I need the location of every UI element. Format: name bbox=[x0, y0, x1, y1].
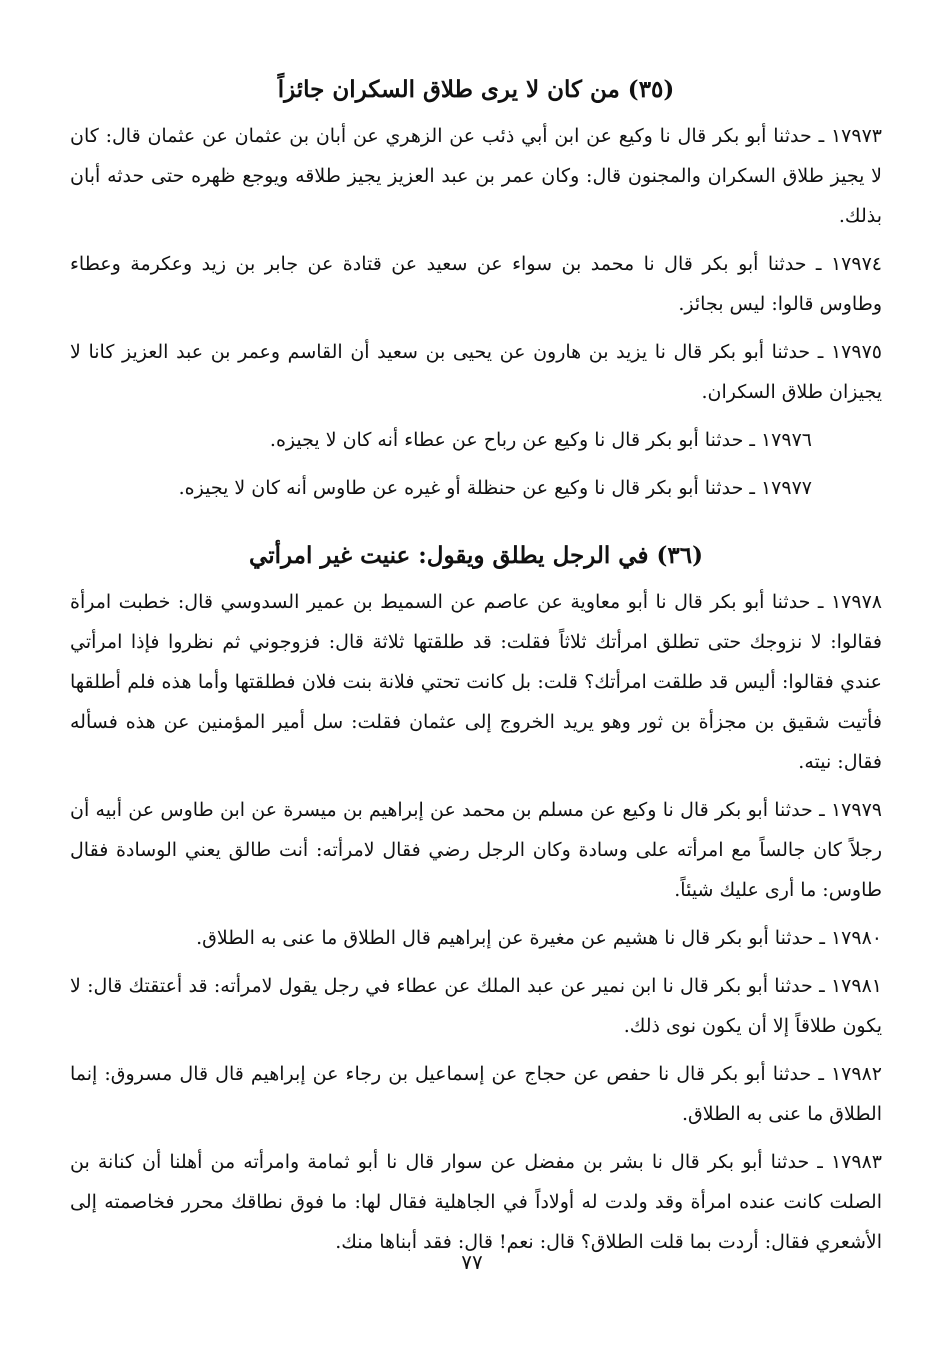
page-number: ٧٧ bbox=[461, 1250, 483, 1274]
hadith-17981: ١٧٩٨١ ـ حدثنا أبو بكر قال نا ابن نمير عن عبد الملك عن عطاء في رجل يقول لامرأته: قد أعتقتك قال: لا يكون طلاقاً إلا أن يكون نوى ذلك. bbox=[70, 975, 882, 1037]
page-content bbox=[70, 70, 882, 1270]
hadith-17980: ١٧٩٨٠ ـ حدثنا أبو بكر قال نا هشيم عن مغيرة عن إبراهيم قال الطلاق ما عنى به الطلاق. bbox=[196, 927, 882, 949]
hadith-17983: ١٧٩٨٣ ـ حدثنا أبو بكر قال نا بشر بن مفضل عن سوار قال نا أبو ثمامة وامرأته من أهلنا أن كنانة بن الصلت كانت عنده امرأة وقد ولدت له أولاداً في الجاهلية فقال لها: ما فوق نطاقك محرر فخاصمته إلى الأشعري فقال: أردت بما قلت الطلاق؟ قال: نعم! قال: فقد أبناها منك. bbox=[70, 1151, 882, 1253]
hadith-17976: ١٧٩٧٦ ـ حدثنا أبو بكر قال نا وكيع عن رباح عن عطاء أنه كان لا يجيزه. bbox=[269, 429, 812, 451]
section-heading-35: (٣٥) من كان لا يرى طلاق السكران جائزاً bbox=[277, 76, 675, 103]
section-heading-36: (٣٦) في الرجل يطلق ويقول: عنيت غير امرأتي bbox=[249, 542, 703, 569]
hadith-17979: ١٧٩٧٩ ـ حدثنا أبو بكر قال نا وكيع عن مسلم بن محمد عن إبراهيم بن ميسرة عن ابن طاوس عن أبيه أن رجلاً كان جالساً مع امرأته على وسادة وكان الرجل رضي فقال لامرأته: أنت طالق يعني الوسادة فقال طاوس: ما أرى عليك شيئاً. bbox=[70, 799, 882, 901]
hadith-17977: ١٧٩٧٧ ـ حدثنا أبو بكر قال نا وكيع عن حنظلة أو غيره عن طاوس أنه كان لا يجيزه. bbox=[178, 477, 812, 499]
hadith-17978: ١٧٩٧٨ ـ حدثنا أبو بكر قال نا أبو معاوية عن عاصم عن السميط بن عمير السدوسي قال: خطبت امرأة فقالوا: لا نزوجك حتى تطلق امرأتك ثلاثاً فقلت: قد طلقتها ثلاثة قال: فزوجوني ثم نظروا فإذا امرأتي عندي فقالوا: أليس قد طلقت امرأتك؟ قلت: بل كانت تحتي فلانة بنت فلان فطلقتها وأما هذه فلم أطلقها فأتيت شقيق بن مجزأة بن ثور وهو يريد الخروج إلى عثمان فقلت: سل أمير المؤمنين عن هذه فسأله فقال: نيته. bbox=[70, 591, 882, 773]
hadith-17982: ١٧٩٨٢ ـ حدثنا أبو بكر قال نا حفص عن حجاج عن إسماعيل بن رجاء عن إبراهيم قال قال مسروق: إنما الطلاق ما عنى به الطلاق. bbox=[70, 1063, 882, 1125]
hadith-17973: ١٧٩٧٣ ـ حدثنا أبو بكر قال نا وكيع عن ابن أبي ذئب عن الزهري عن أبان بن عثمان عن عثمان قال: كان لا يجيز طلاق السكران والمجنون قال: وكان عمر بن عبد العزيز يجيز طلاقه ويوجع ظهره حتى حدثه أبان بذلك. bbox=[70, 125, 882, 227]
hadith-17974: ١٧٩٧٤ ـ حدثنا أبو بكر قال نا محمد بن سواء عن سعيد عن قتادة عن جابر بن زيد وعكرمة وعطاء وطاوس قالوا: ليس بجائز. bbox=[70, 253, 882, 315]
hadith-17975: ١٧٩٧٥ ـ حدثنا أبو بكر قال نا يزيد بن هارون عن يحيى بن سعيد أن القاسم وعمر بن عبد العزيز كانا لا يجيزان طلاق السكران. bbox=[70, 341, 882, 403]
